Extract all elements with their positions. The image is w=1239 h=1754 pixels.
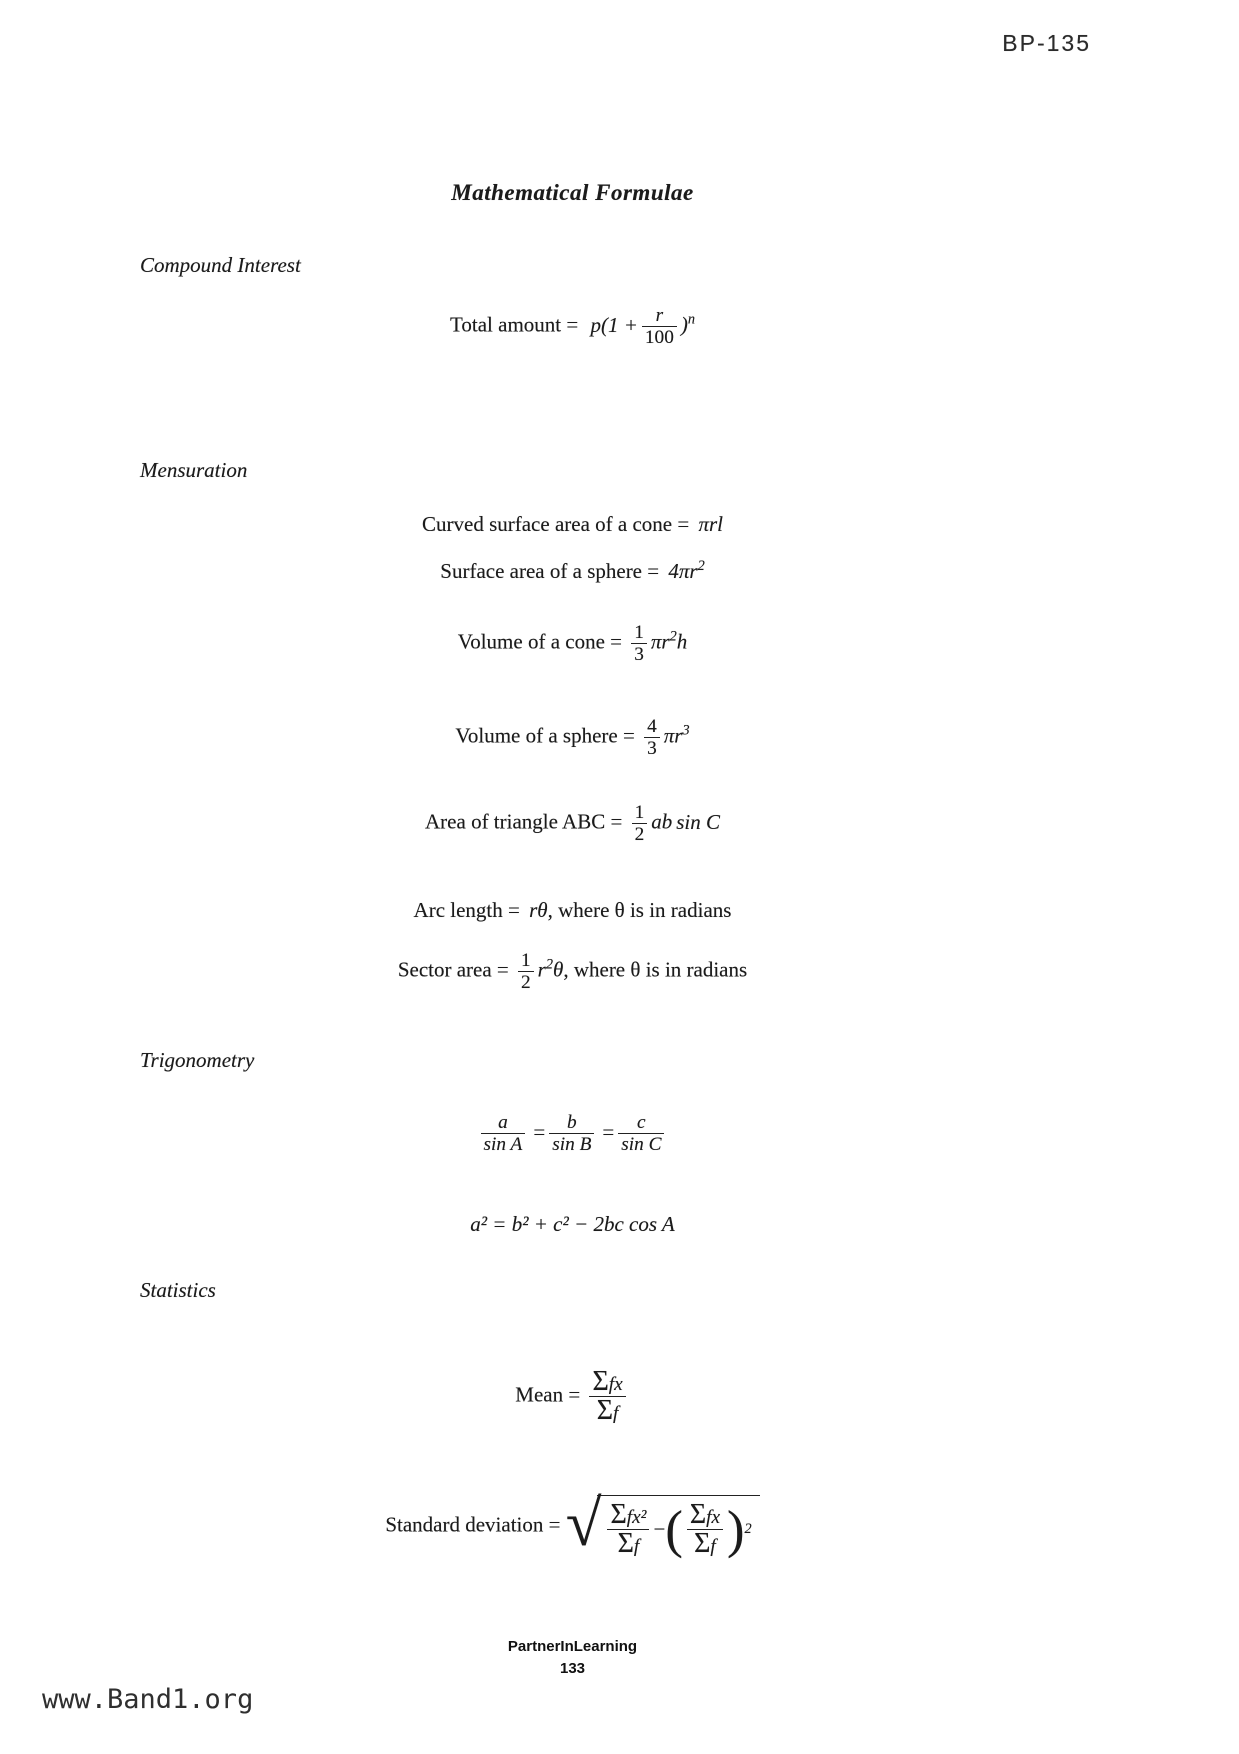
- formula-term: f: [613, 1403, 619, 1425]
- radicand: $\frac{\text{Σfx²}}{\Sigma f}$ − ( $\frac{\text{Σfx}}{\Sigma f}$ ) 2: [597, 1495, 759, 1558]
- formula-label: Volume of a sphere =: [455, 723, 635, 748]
- exponent: 2: [545, 956, 553, 973]
- fraction-denominator: 3: [644, 737, 660, 759]
- page-title: Mathematical Formulae: [451, 180, 694, 205]
- formula-sector-area: [0, 950, 1145, 993]
- fraction-numerator: 1: [634, 622, 644, 643]
- fraction-denominator: sin A: [481, 1133, 526, 1155]
- section-heading-mensuration: Mensuration: [140, 458, 248, 482]
- formula-sphere-volume: [0, 716, 1145, 759]
- formula-cone-volume: [0, 622, 1145, 665]
- fraction: [481, 1112, 526, 1155]
- formula-note: , where θ is in radians: [563, 957, 748, 982]
- formula-term: θ: [553, 957, 564, 982]
- formula-arc-length: [0, 898, 1145, 923]
- formula-term: 4πr: [668, 558, 698, 583]
- fraction-denominator: sin C: [618, 1133, 664, 1155]
- fraction-numerator: [607, 1501, 649, 1529]
- fraction-denominator: [687, 1529, 723, 1558]
- formula-term: fx²: [626, 1507, 647, 1528]
- formula-term: πr: [663, 723, 683, 748]
- formula-term: rθ: [529, 898, 548, 922]
- formula-mean: [0, 1368, 1145, 1425]
- sigma-symbol: Σ: [592, 1366, 609, 1397]
- formula-triangle-area: [0, 802, 1145, 845]
- formula-term: ): [680, 312, 688, 337]
- formula-term: πr: [650, 629, 670, 654]
- fraction-denominator: 2: [518, 971, 534, 993]
- fraction-denominator: 2: [632, 823, 648, 845]
- radical-sign-icon: √: [565, 1488, 602, 1561]
- fraction: [589, 1368, 625, 1425]
- fraction-numerator: 1: [634, 802, 645, 823]
- equals-sign: =: [533, 1119, 546, 1144]
- sigma-symbol: Σ: [689, 1499, 707, 1530]
- fraction-numerator: b: [566, 1112, 577, 1133]
- section-heading-compound-interest: Compound Interest: [140, 253, 301, 277]
- fraction: [632, 802, 648, 845]
- square-root: [565, 1488, 760, 1561]
- fraction-denominator: 3: [631, 643, 647, 665]
- formula-cosine-rule: a² = b² + c² − 2bc cos A: [470, 1212, 675, 1236]
- sigma-symbol: Σ: [596, 1395, 614, 1427]
- minus-sign: −: [653, 1517, 666, 1542]
- formula-standard-deviation: [0, 1488, 1145, 1561]
- fraction-denominator: [607, 1529, 649, 1558]
- formula-sine-rule: [0, 1112, 1145, 1155]
- fraction: [644, 716, 660, 759]
- equals-sign: =: [602, 1119, 615, 1144]
- fraction-numerator: r: [655, 305, 664, 326]
- formula-label: Curved surface area of a cone =: [422, 512, 690, 536]
- formula-term: p(1 +: [590, 312, 638, 337]
- fraction: [549, 1112, 594, 1155]
- formula-label: Sector area =: [397, 957, 509, 982]
- fraction-denominator: [589, 1396, 625, 1425]
- footer-brand: PartnerInLearning: [507, 1638, 638, 1655]
- fraction: [642, 305, 677, 348]
- exponent: n: [687, 311, 695, 328]
- formula-term: ab: [651, 809, 673, 834]
- formula-compound-interest: [0, 305, 1145, 348]
- formula-label: Total amount =: [450, 312, 579, 337]
- formula-label: Area of triangle ABC =: [425, 809, 623, 834]
- formula-term: πrl: [698, 512, 723, 536]
- formula-sphere-surface: [0, 558, 1145, 584]
- exponent: 2: [669, 628, 677, 645]
- footer-page-number: 133: [559, 1660, 586, 1677]
- exponent: 2: [697, 558, 705, 574]
- page-reference-code: BP-135: [1002, 30, 1091, 56]
- fraction-numerator: [589, 1368, 625, 1396]
- exponent: 2: [744, 1521, 752, 1538]
- formula-term: sin C: [676, 809, 720, 834]
- formula-term: fx: [608, 1374, 623, 1395]
- section-heading-trigonometry: Trigonometry: [140, 1048, 255, 1072]
- fraction-numerator: c: [637, 1112, 646, 1133]
- section-heading-statistics: Statistics: [140, 1278, 216, 1302]
- fraction: [518, 950, 534, 993]
- formula-term: h: [676, 629, 688, 654]
- formula-term: f: [710, 1536, 716, 1558]
- formula-term: r: [537, 957, 546, 982]
- formula-term: f: [633, 1536, 640, 1558]
- formula-label: Standard deviation =: [385, 1512, 561, 1537]
- fraction: [631, 622, 647, 665]
- fraction: [618, 1112, 664, 1155]
- formula-label: Arc length =: [413, 898, 520, 922]
- formula-cone-surface: [0, 512, 1145, 537]
- fraction-numerator: 1: [521, 950, 531, 971]
- sigma-symbol: Σ: [610, 1499, 627, 1530]
- fraction: [687, 1501, 723, 1558]
- formula-label: Volume of a cone =: [457, 629, 622, 654]
- fraction: [607, 1501, 649, 1558]
- watermark-url: www.Band1.org: [42, 1684, 254, 1715]
- fraction-denominator: sin B: [549, 1133, 594, 1155]
- fraction-numerator: a: [498, 1112, 508, 1133]
- exponent: 3: [682, 722, 690, 739]
- fraction-numerator: 4: [647, 716, 657, 737]
- formula-label: Surface area of a sphere =: [440, 558, 660, 583]
- sigma-symbol: Σ: [694, 1528, 711, 1560]
- formula-note: , where θ is in radians: [547, 898, 732, 922]
- formula-label: Mean =: [515, 1382, 581, 1407]
- fraction-numerator: [687, 1501, 723, 1529]
- formula-term: fx: [706, 1507, 721, 1528]
- sigma-symbol: Σ: [617, 1528, 634, 1560]
- fraction-denominator: 100: [642, 326, 677, 348]
